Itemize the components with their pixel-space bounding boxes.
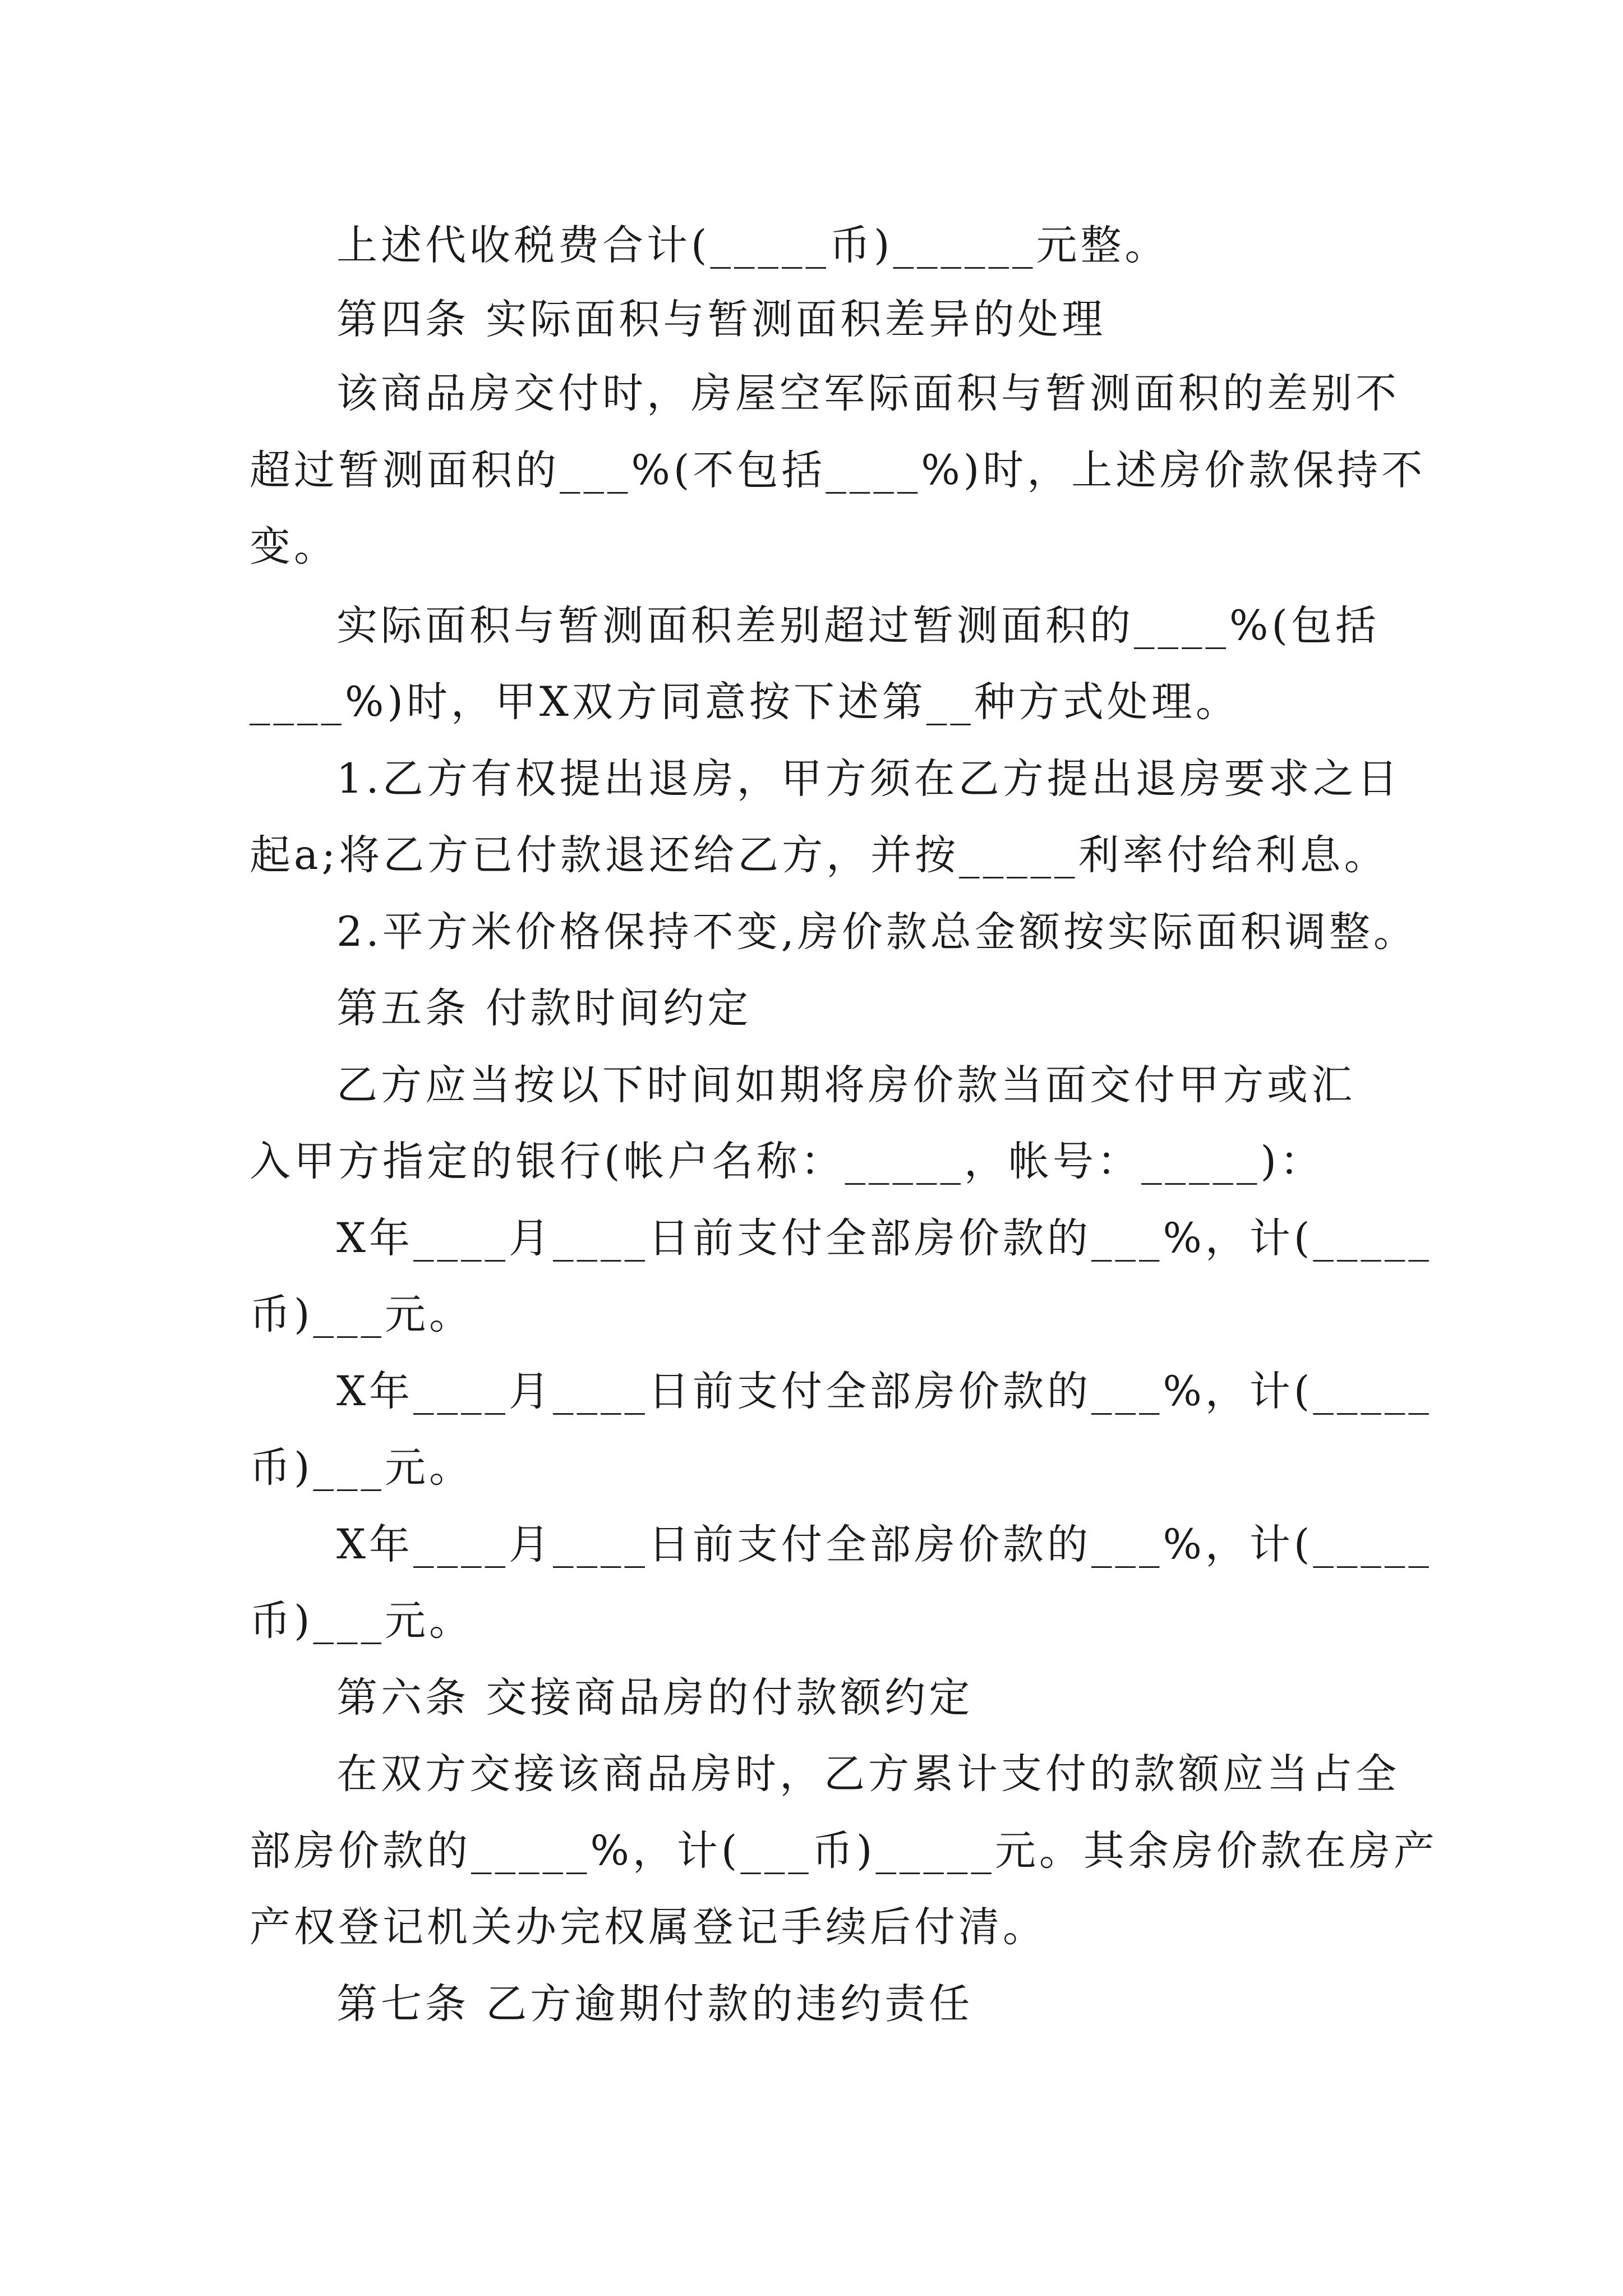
paragraph-line: 乙方应当按以下时间如期将房价款当面交付甲方或汇	[336, 1061, 1355, 1109]
payment-line: X年____月____日前支付全部房价款的___%，计(_____	[336, 1214, 1432, 1262]
list-item: 1.乙方有权提出退房，甲方须在乙方提出退房要求之日	[336, 755, 1401, 803]
payment-line: 币)___元。	[250, 1597, 473, 1645]
paragraph-line: 在双方交接该商品房时，乙方累计支付的款额应当占全	[336, 1750, 1400, 1798]
payment-line: X年____月____日前支付全部房价款的___%，计(_____	[336, 1368, 1432, 1415]
article-heading: 第六条 交接商品房的付款额约定	[336, 1674, 974, 1722]
article-heading: 第五条 付款时间约定	[336, 984, 752, 1032]
paragraph-line: 变。	[250, 523, 338, 570]
paragraph-line: ____%)时，甲X双方同意按下述第__种方式处理。	[250, 678, 1240, 726]
paragraph-line: 该商品房交付时，房屋空军际面积与暂测面积的差别不	[336, 370, 1400, 417]
paragraph-line: 实际面积与暂测面积差别超过暂测面积的____%(包括	[336, 602, 1380, 650]
payment-line: 币)___元。	[250, 1291, 473, 1338]
article-heading: 第四条 实际面积与暂测面积差异的处理	[336, 296, 1106, 343]
payment-line: 币)___元。	[250, 1444, 473, 1492]
paragraph-line: 部房价款的_____%，计(___币)_____元。其余房价款在房产	[250, 1827, 1438, 1875]
article-heading: 第七条 乙方逾期付款的违约责任	[336, 1980, 974, 2028]
paragraph-line: 产权登记机关办完权属登记手续后付清。	[250, 1903, 1047, 1951]
list-item: 2.平方米价格保持不变,房价款总金额按实际面积调整。	[336, 908, 1418, 956]
paragraph-line: 起a;将乙方已付款退还给乙方，并按_____利率付给利息。	[250, 831, 1389, 879]
payment-line: X年____月____日前支付全部房价款的___%，计(_____	[336, 1521, 1432, 1568]
paragraph-line: 入甲方指定的银行(帐户名称：_____，帐号：_____)：	[250, 1138, 1324, 1185]
paragraph-line: 超过暂测面积的___%(不包括____%)时，上述房价款保持不	[250, 447, 1426, 494]
paragraph-line: 上述代收税费合计(_____币)______元整。	[336, 222, 1169, 269]
